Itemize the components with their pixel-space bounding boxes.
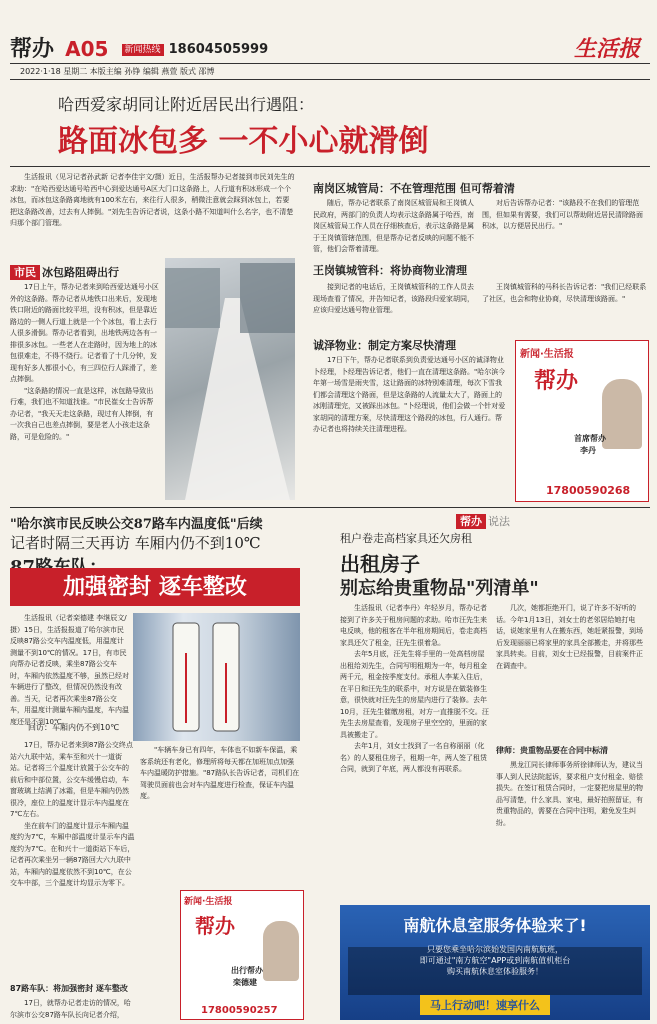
rent-kicker: 租户卷走高档家具还欠房租 (340, 532, 472, 545)
rent-lawyer: 黑龙江同长律师事务所徐律师认为，建议当事人到人民法院起诉，要求租户支付租金、赔偿损失。在签订租赁合同时，一定要把房屋里的物品写清楚，什么家具、家电，最好拍照留证，有贵重物品的，需要在合同中注明，避免发生纠纷。 (496, 761, 643, 827)
rent-tag-1: 帮办 (456, 514, 486, 529)
rent-lawyer-block (496, 760, 648, 829)
card1-name: 李丹 (580, 446, 596, 455)
masthead (10, 32, 650, 63)
reporter-avatar (602, 379, 642, 449)
sub3-body-right (482, 282, 647, 305)
rent-p2: 去年5月底，汪先生将手里的一处高档房屋出租给刘先生，合同写明租期为一年，每月租金两千元，租金按季度支付。承租人李某入住后，在平日和汪先生的联系中，对方说是在做装修生意，很快就对汪先生的房屋内进行了装修。去年10月，汪先生催缴房租，对方一直推脱不交。汪先生去房屋查看，发现房子里空空的，里面的家具被搬走了。 (340, 650, 489, 739)
hotline-label: 新闻热线 (122, 44, 164, 56)
bus-p1-block (10, 613, 130, 728)
card1-label: 帮办 (534, 368, 579, 394)
rent-lawyer-sub: 律师：贵重物品要在合同中标清 (496, 746, 608, 755)
bus-banner (10, 568, 300, 606)
card2-name: 栾德建 (233, 978, 257, 987)
ad-body (340, 944, 650, 977)
sub1-p2: "这条路的情况一直是这样，冰包路导致出行难，我们也不知道找谁。"市民崔女士告诉帮办记者，"我天天走这条路，现过有人摔倒，有一次我自己也差点摔倒，要是老人小孩走这条路，可是危险的。" (10, 386, 154, 441)
mid-rule (10, 507, 650, 508)
sub4-heading: 诚泽物业：制定方案尽快清理 (313, 339, 456, 352)
thermometer-photo (133, 613, 300, 741)
bus-p5-block (10, 998, 135, 1021)
sub1-label: 市民 (10, 265, 40, 280)
card2-brand: 新闻·生活报 (184, 897, 233, 907)
bus-p1: 生活报讯（记者栾德建 李继辰文/摄）15日，生活报报道了哈尔滨市民反映87路公交车内温度低，用温度计测量不到10℃的情况。17日，有市民向帮办记者反映，乘坐87路公交车时，车厢内依然温度不够，虽然已经对车辆进行了整改，但情况仍然没有改善。当天，记者再次乘坐87路公交车，用温度计测量车厢内温度，车内温度还是不到10℃。 (10, 614, 129, 726)
camera-photo-ice-road (165, 258, 295, 500)
lead-headline-text: 路面冰包多 一不小心就滑倒 (58, 124, 429, 159)
ice-road-illustration (165, 258, 295, 500)
rent-p3: 去年1月，刘女士找到了一名自称丽丽（化名）的人要租住房子，租期一年，两人签了租赁合同，就到了年底，两人都没有再联系。 (340, 742, 487, 773)
ad-line-3: 购买南航休息室体验服务！ (447, 967, 543, 976)
sub4-p1: 17日下午，帮办记者联系到负责爱达通号小区的诚泽物业卜经理，卜经理告诉记者，他们一直在清理这条路。"哈尔滨今年第一场雪是雨夹雪，这让路面的冰特别难清理，每次下雪我们都会清理这个路面，但是这条路的人流量太大了，路面上的冰刚清理完，又被踩出冰包。"卜经理说，他们会做一个针对爱家胡同的清理方案，尽快清理这个路段的冰包，行人通行。帮办记者也将持续关注清理进程。 (313, 356, 506, 433)
card1-phone: 17800590268 (546, 484, 631, 497)
sub2-body-left (313, 198, 478, 256)
sub2-title: 南岗区城管局：不在管理范围 但可帮着清 (313, 182, 515, 195)
reporter-avatar (263, 921, 299, 981)
ad-line-1: 只要您乘坐哈尔滨始发国内南航航班， (427, 945, 563, 954)
bus-col1 (10, 740, 135, 890)
lead-headline (58, 116, 428, 160)
sub2-p2: 对后告诉帮办记者："该路段不在我们的管理范围，但如果有需要，我们可以帮助附近居民清除路面积冰，以方便居民出行。" (482, 199, 643, 230)
bus-p2: 17日，帮办记者来到87路公交终点站六九联中站，乘车至和兴十一道街站。记者将三个温度计放置于公交车的前后和中部位置，公交车缓慢启动，车窗玻璃上结满了冰霜，但是车厢内仍然很冷，座位上的温度计显示车内温度在7℃左右。 (10, 741, 133, 818)
bus-deck: 记者时隔三天再访 车厢内仍不到10℃ (10, 534, 261, 552)
sub4-body (313, 355, 508, 436)
lead-intro-text: 生活报讯（见习记者孙武新 记者李佳宇文/摄）近日，生活报帮办记者接到市民刘先生的求助："在哈西爱达通号哈西中心到爱达通号A区大门口这条路上，人行道有积冰形成一个个冰包，而冰包这条路离地就有100米左右，来往行人很多，稍微注意就会踩到冰包上，若要把这条路改善，过去有人摔倒。"刘先生告诉记者说，这条小路不知道叫什么名字，也不清楚归那个部门管理。 (10, 173, 295, 227)
bus-p4: "车辆车身已有四年，车体也不如新车保温，乘客系统还有老化，修理所将每天都在加班加点加强车内温暖防护措施。"87路队长告诉记者，司机们在驾驶员面前也会对车内温度进行检查，保证车内温度。 (140, 746, 300, 800)
bus-col2 (140, 745, 300, 803)
sub3-p1: 接到记者的电话后，王岗镇城管科的工作人员去现场查看了情况，并告知记者，该路段归爱家胡同，应该归爱达通号物业管理。 (313, 283, 474, 314)
bus-kicker: "哈尔滨市民反映公交87路车内温度低"后续 (10, 517, 263, 532)
card2-label: 帮办 (195, 914, 235, 938)
rent-p1: 生活报讯（记者李丹）年轻岁月，帮办记者接到了许多关于租房问题的求助。哈市汪先生来电反映，他的租客在半年租房期间后，卷走高档家具还欠了租金，汪先生很着急。 (340, 604, 487, 647)
bus-sub: 87路车队：将加强密封 逐车整改 (10, 984, 128, 993)
lead-kicker: 哈西爱家胡同让附近居民出行遇阻： (58, 95, 315, 114)
lead-intro (10, 172, 295, 230)
section-title: 帮办 (10, 36, 55, 62)
sub2-body-right (482, 198, 647, 233)
rent-title-1: 出租房子 (340, 552, 420, 576)
bus-caption: 回访：车厢内仍不到10℃ (28, 723, 120, 732)
masthead-rule-2 (10, 79, 650, 80)
airline-ad[interactable] (340, 905, 650, 1020)
rent-tag-2: 说法 (488, 515, 510, 528)
sub1-p1: 17日上午，帮办记者来到哈西爱达通号小区外的这条路。帮办记者从地铁口出来后，发现地铁口附近的路面比较平坦，没有积冰，但是靠近路边的一侧人行道上就是一个个冰包，看上去行人很多滑倒。帮办记者看到，出地铁两边各有一排很多冰包。一些老人在走路时，因为地上的冰包很难走，不得不绕行。记者看了十几分钟，发现有好多人都很小心，有三四位行人踩滑了，差点摔倒。 (10, 283, 159, 383)
rent-title-2: 别忘给贵重物品"列清单" (340, 578, 539, 599)
sub1-heading (10, 261, 119, 280)
lead-rule (10, 166, 650, 167)
sub2-heading (313, 180, 515, 196)
card1-brand: 新闻·生活报 (520, 349, 574, 360)
card1-role: 首席帮办 (574, 434, 606, 443)
page-number: A05 (65, 37, 109, 61)
sub3-body-left (313, 282, 478, 317)
helper-card-2 (180, 890, 304, 1020)
ad-title: 南航休息室服务体验来了! (403, 916, 587, 935)
card2-role: 出行帮办 (231, 966, 263, 975)
rent-col2-text: 几次，她都拒绝开门，说了许多不好听的话。今年1月13日，刘女士的老邻居给她打电话，说她家里有人在搬东西，她赶紧报警，到场后发现丽丽已将家里的家具全部搬走，并将那些家具转卖。目前，刘女士已经报警，目前案件正在调查中。 (496, 604, 643, 670)
ad-cta-button[interactable]: 马上行动吧！速享什么 (420, 995, 550, 1015)
rent-tag (456, 510, 510, 529)
bus-p3: 坐在前车门的温度计显示车厢内温度约为7℃，车厢中部温度计显示车内温度约为7℃。在和兴十一道街站下车后，记者再次乘坐另一辆87路回大六九联中站，车厢内的温度依然不到10℃，在公交车中部，三个温度计均显示为零下。 (10, 821, 135, 887)
brand-logo: 生活报 (573, 36, 640, 62)
masthead-rule (10, 63, 650, 64)
sub1-title: 冰包路阻碍出行 (42, 266, 119, 279)
sub2-p1: 随后，帮办记者联系了南岗区城管局和王岗镇人民政府，两部门的负责人均表示这条路属于哈西，南岗区城管局工作人员在仔细核查后，表示这条路是属于王岗镇管辖范围，但是帮办记者反映的问题不能不管，他们会帮着清理。 (313, 199, 474, 253)
bus-banner-text: 加强密封 逐车整改 (63, 574, 247, 600)
rent-col1 (340, 603, 490, 776)
card2-phone: 17800590257 (201, 1005, 278, 1016)
sub3-p2: 王岗镇城管科的马科长告诉记者："我们已经联系了社区，也会和物业协商，尽快清理该路面。" (482, 283, 647, 303)
hotline-number: 18604505999 (168, 42, 269, 57)
helper-card-1 (515, 340, 649, 502)
rent-col2 (496, 603, 648, 672)
sub1-body (10, 282, 160, 443)
sub3-heading: 王岗镇城管科：将协商物业清理 (313, 264, 467, 277)
ad-line-2: 即可通过"南方航空"APP或到南航值机柜台 (419, 956, 571, 965)
masthead-meta: 2022·1·18 星期二 本版主编 孙铮 编辑 燕萱 版式 邵博 (20, 67, 215, 76)
bus-p5: 17日，就帮办记者走访的情况，哈尔滨市公交87路车队长向记者介绍， (10, 999, 131, 1019)
thermometer-illustration (133, 613, 300, 741)
